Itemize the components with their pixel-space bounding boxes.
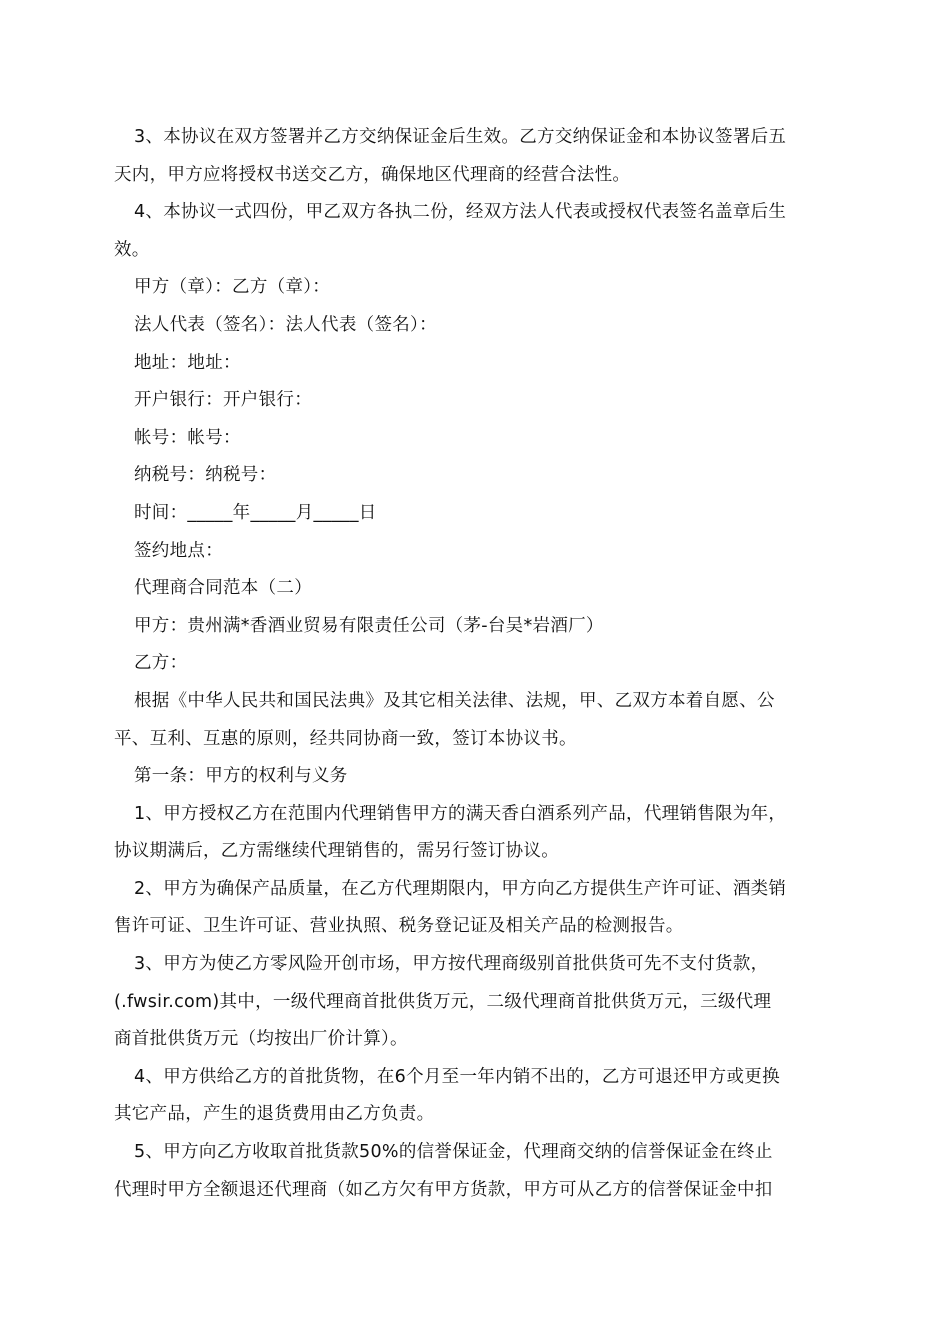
text-line: 其它产品，产生的退货费用由乙方负责。 [114, 1104, 435, 1125]
paragraph [114, 871, 836, 946]
text-line: 3、甲方为使乙方零风险开创市场，甲方按代理商级别首批供货可先不支付货款， [134, 954, 769, 975]
text-line: 协议期满后，乙方需继续代理销售的，需另行签订协议。 [114, 841, 559, 862]
paragraph [114, 533, 836, 571]
paragraph [114, 457, 836, 495]
text-line: 时间：_____年_____月_____日 [134, 502, 377, 523]
text-line: (.fwsir.com)其中，一级代理商首批供货万元，二级代理商首批供货万元，三级代理 [114, 991, 772, 1012]
text-line: 开户银行：开户银行： [134, 390, 312, 411]
text-line: 法人代表（签名）：法人代表（签名）： [134, 314, 437, 335]
document-body [114, 119, 836, 1209]
paragraph [114, 307, 836, 345]
text-line: 根据《中华人民共和国民法典》及其它相关法律、法规，甲、乙双方本着自愿、公 [134, 690, 775, 711]
text-line: 地址：地址： [134, 352, 241, 373]
paragraph [114, 269, 836, 307]
paragraph [114, 420, 836, 458]
text-line: 纳税号：纳税号： [134, 465, 277, 486]
text-line: 售许可证、卫生许可证、营业执照、税务登记证及相关产品的检测报告。 [114, 916, 684, 937]
paragraph [114, 683, 836, 758]
text-line: 第一条：甲方的权利与义务 [134, 766, 348, 787]
paragraph [114, 119, 836, 194]
text-line: 4、本协议一式四份，甲乙双方各执二份，经双方法人代表或授权代表签名盖章后生 [134, 202, 787, 223]
text-line: 2、甲方为确保产品质量，在乙方代理期限内，甲方向乙方提供生产许可证、酒类销 [134, 878, 787, 899]
text-line: 商首批供货万元（均按出厂价计算）。 [114, 1029, 408, 1050]
text-line: 5、甲方向乙方收取首批货款50%的信誉保证金，代理商交纳的信誉保证金在终止 [134, 1142, 773, 1163]
text-line: 乙方： [134, 653, 188, 674]
paragraph [114, 758, 836, 796]
text-line: 效。 [114, 239, 150, 260]
text-line: 1、甲方授权乙方在范围内代理销售甲方的满天香白酒系列产品，代理销售限为年， [134, 803, 787, 824]
paragraph [114, 645, 836, 683]
paragraph [114, 1059, 836, 1134]
text-line: 代理时甲方全额退还代理商（如乙方欠有甲方货款，甲方可从乙方的信誉保证金中扣 [114, 1179, 773, 1200]
paragraph [114, 194, 836, 269]
paragraph [114, 382, 836, 420]
paragraph [114, 570, 836, 608]
text-line: 签约地点： [134, 540, 223, 561]
paragraph [114, 345, 836, 383]
paragraph [114, 796, 836, 871]
paragraph [114, 608, 836, 646]
paragraph [114, 1134, 836, 1209]
text-line: 4、甲方供给乙方的首批货物，在6个月至一年内销不出的，乙方可退还甲方或更换 [134, 1066, 780, 1087]
text-line: 3、本协议在双方签署并乙方交纳保证金后生效。乙方交纳保证金和本协议签署后五 [134, 127, 787, 147]
paragraph [114, 495, 836, 533]
text-line: 甲方：贵州满*香酒业贸易有限责任公司（茅-台吴*岩酒厂） [134, 615, 604, 636]
text-line: 代理商合同范本（二） [134, 578, 312, 599]
text-line: 天内，甲方应将授权书送交乙方，确保地区代理商的经营合法性。 [114, 164, 631, 185]
text-line: 平、互利、互惠的原则，经共同协商一致，签订本协议书。 [114, 728, 577, 749]
paragraph [114, 946, 836, 1059]
text-line: 帐号：帐号： [134, 427, 241, 448]
text-line: 甲方（章）：乙方（章）： [134, 277, 331, 298]
